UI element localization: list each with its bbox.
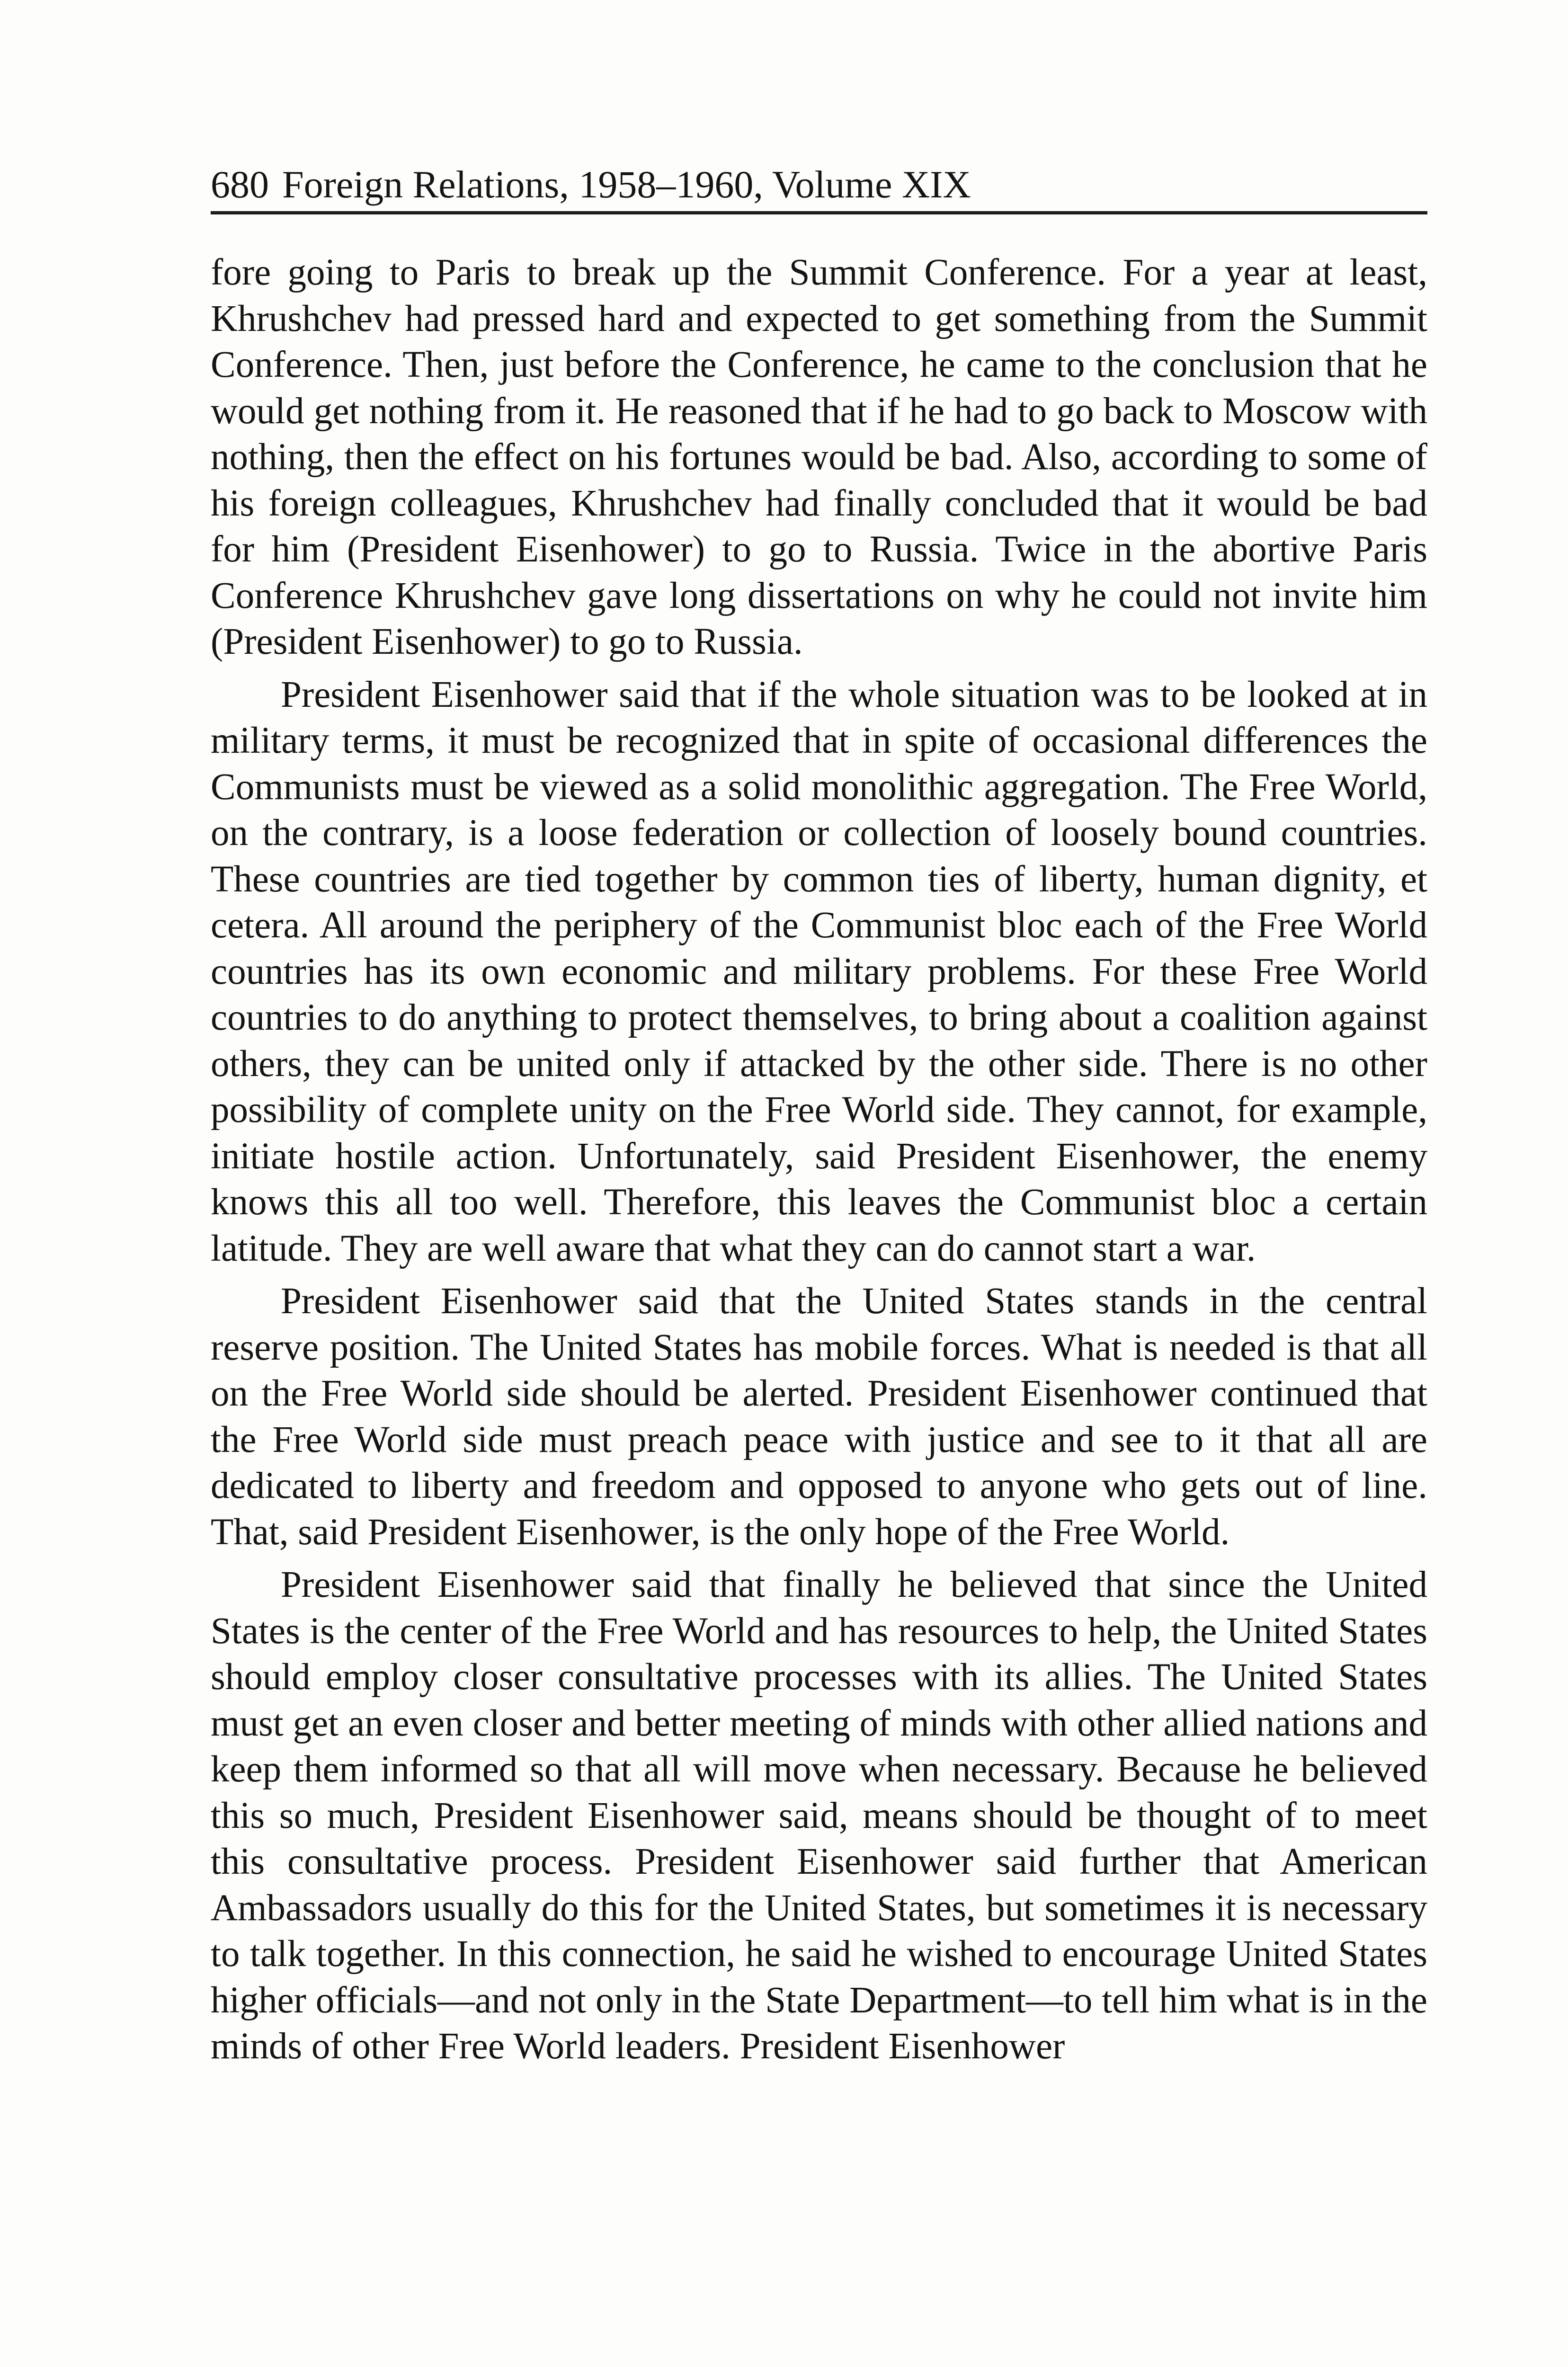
paragraph-2: President Eisenhower said that if the whole situation was to be looked at in military terms, it must be recognized that in spite of occasional differences the Communists must be viewed as a solid monolithic aggregation. The Free World, on the contrary, is a loose federation or collection of loosely bound countries. These countries are tied together by common ties of liberty, human dignity, et cetera. All around the periphery of the Communist bloc each of the Free World countries has its own economic and military problems. For these Free World countries to do anything to protect themselves, to bring about a coalition against others, they can be united only if attacked by the other side. There is no other possibility of complete unity on the Free World side. They cannot, for example, initiate hostile action. Unfortunately, said President Eisenhower, the enemy knows this all too well. Therefore, this leaves the Communist bloc a certain latitude. They are well aware that what they can do cannot start a war. xyxy=(211,674,1427,1269)
paragraph-1: fore going to Paris to break up the Summit Conference. For a year at least, Khrushchev had pressed hard and expected to get something from the Summit Conference. Then, just before the Conference, he came to the conclusion that he would get nothing from it. He reasoned that if he had to go back to Moscow with nothing, then the effect on his fortunes would be bad. Also, according to some of his foreign colleagues, Khrushchev had finally concluded that it would be bad for him (President Eisenhower) to go to Russia. Twice in the abortive Paris Conference Khrushchev gave long dissertations on why he could not invite him (President Eisenhower) to go to Russia. xyxy=(211,252,1427,662)
volume-title: Foreign Relations, 1958–1960, Volume XIX xyxy=(282,163,971,206)
running-head-line xyxy=(211,156,1427,213)
header-rule xyxy=(211,211,1427,214)
body-text xyxy=(211,249,1427,2070)
paragraph-3: President Eisenhower said that the United States stands in the central reserve position. The United States has mobile forces. What is needed is that all on the Free World side should be alerted. President Eisenhower continued that the Free World side must preach peace with justice and see to it that all are dedicated to liberty and freedom and opposed to anyone who gets out of line. That, said President Eisenhower, is the only hope of the Free World. xyxy=(211,1281,1427,1553)
page-number: 680 xyxy=(211,163,269,206)
running-head xyxy=(211,156,1427,213)
paragraph-4: President Eisenhower said that finally he believed that since the United States is the center of the Free World and has resources to help, the United States should employ closer consultative processes with its allies. The United States must get an even closer and better meeting of minds with other allied nations and keep them informed so that all will move when necessary. Because he believed this so much, President Eisenhower said, means should be thought of to meet this consultative process. President Eisenhower said further that American Ambassadors usually do this for the United States, but sometimes it is necessary to talk together. In this connection, he said he wished to encourage United States higher officials—and not only in the State Department—to tell him what is in the minds of other Free World leaders. President Eisenhower xyxy=(211,1564,1427,2067)
